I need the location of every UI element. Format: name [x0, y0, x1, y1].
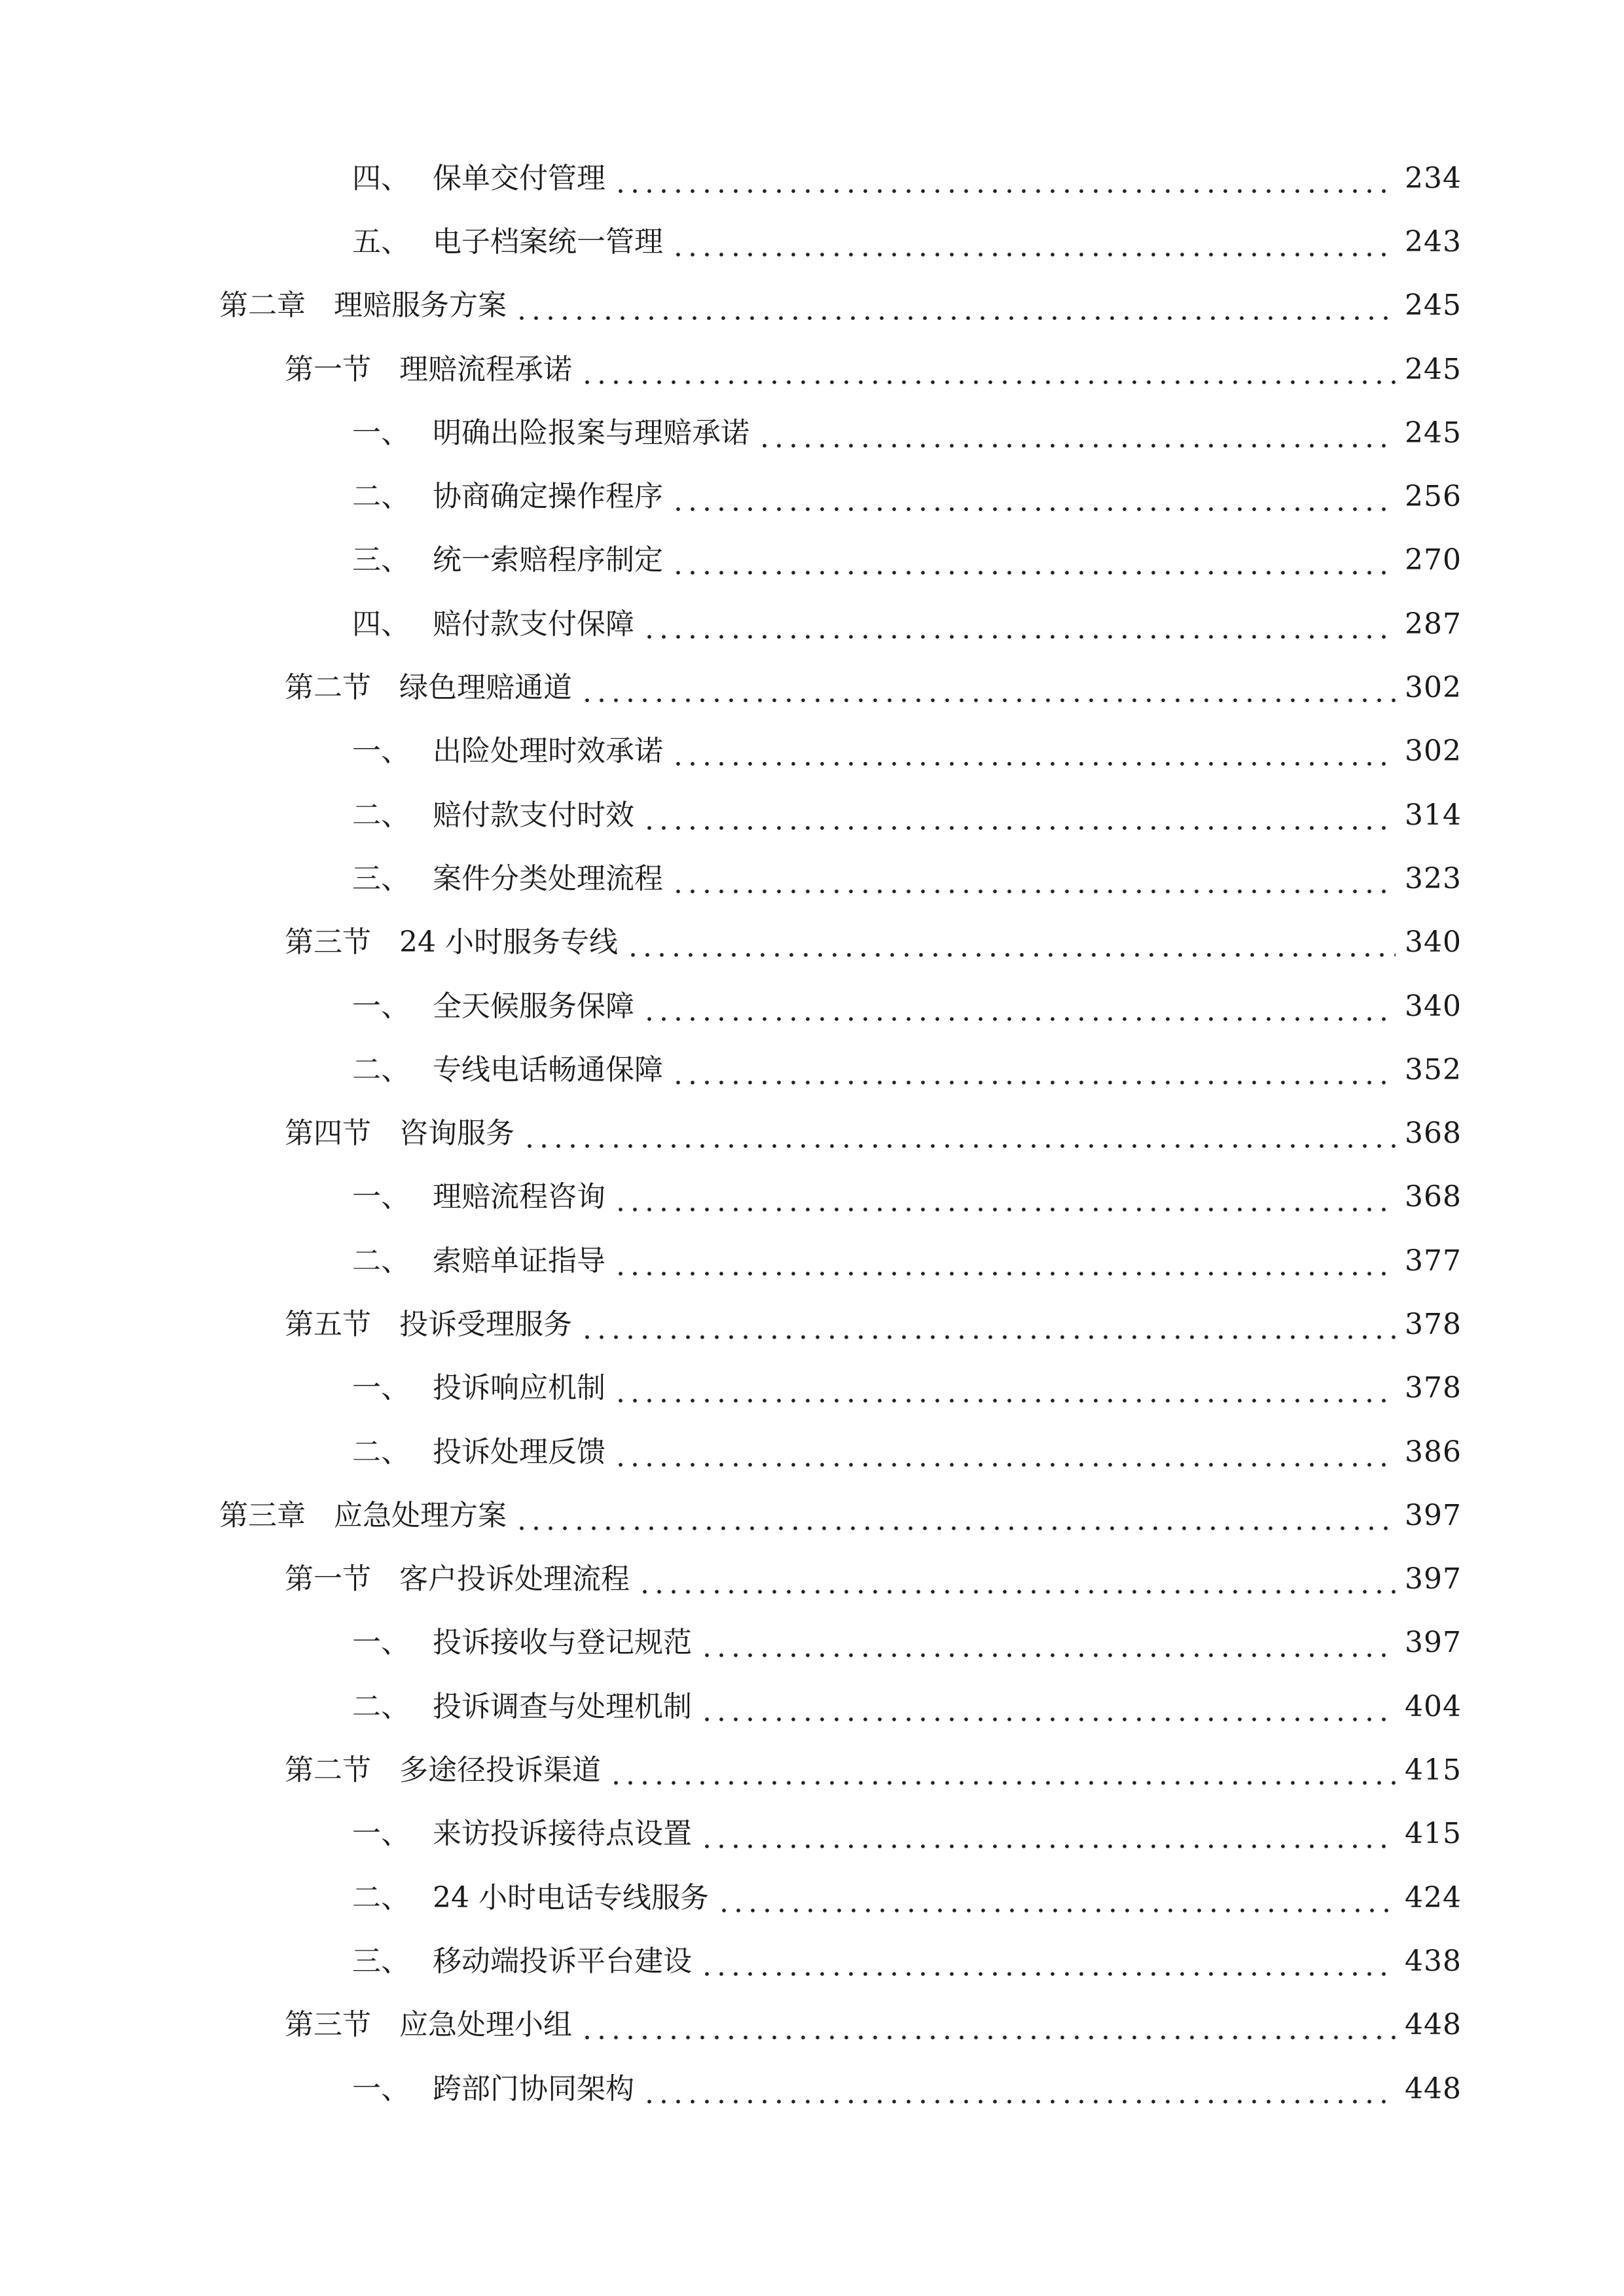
- entry-title: 案件分类处理流程: [433, 861, 663, 895]
- page-number: 378: [1405, 1307, 1462, 1341]
- entry-number: 五、: [352, 224, 410, 259]
- page-number: 368: [1405, 1180, 1462, 1214]
- toc-subsection-entry[interactable]: [0, 1929, 1624, 1993]
- page-number: 377: [1405, 1244, 1462, 1278]
- entry-title: 24 小时电话专线服务: [433, 1880, 709, 1914]
- page-number: 243: [1405, 224, 1462, 259]
- entry-number: 一、: [352, 1626, 410, 1660]
- entry-title: 移动端投诉平台建设: [433, 1944, 692, 1978]
- leader-dots: [700, 1820, 1396, 1848]
- leader-dots: [580, 2011, 1396, 2039]
- toc-subsection-entry[interactable]: [0, 1229, 1624, 1293]
- toc-subsection-entry[interactable]: [0, 1803, 1624, 1866]
- toc-chapter-entry[interactable]: [0, 274, 1624, 338]
- entry-number: 第四节: [285, 1117, 371, 1151]
- page-number: 415: [1405, 1817, 1462, 1851]
- entry-number: 第二章: [219, 289, 306, 323]
- leader-dots: [613, 1374, 1396, 1403]
- entry-number: 三、: [352, 1944, 410, 1978]
- entry-number: 一、: [352, 734, 410, 768]
- leader-dots: [757, 419, 1396, 448]
- entry-title: 多途径投诉渠道: [399, 1753, 601, 1787]
- entry-title: 绿色理赔通道: [399, 671, 572, 705]
- entry-number: 第一节: [285, 1562, 371, 1596]
- page-number: 397: [1405, 1498, 1462, 1532]
- leader-dots: [514, 291, 1396, 320]
- toc-subsection-entry[interactable]: [0, 1420, 1624, 1484]
- entry-title: 应急处理方案: [334, 1498, 507, 1532]
- page-number: 448: [1405, 2072, 1462, 2106]
- page-number: 245: [1405, 352, 1462, 386]
- entry-title: 投诉调查与处理机制: [433, 1689, 692, 1723]
- toc-subsection-entry[interactable]: [0, 1675, 1624, 1738]
- entry-title: 保单交付管理: [433, 161, 605, 195]
- leader-dots: [642, 610, 1396, 639]
- entry-title: 24 小时服务专线: [399, 925, 618, 960]
- page-number: 448: [1405, 2008, 1462, 2042]
- page-number: 323: [1405, 861, 1462, 895]
- page-number: 415: [1405, 1753, 1462, 1787]
- page-number: 302: [1405, 734, 1462, 768]
- page-number: 404: [1405, 1689, 1462, 1723]
- entry-title: 赔付款支付时效: [433, 798, 634, 832]
- entry-title: 理赔流程咨询: [433, 1180, 605, 1214]
- leader-dots: [613, 1438, 1396, 1467]
- entry-title: 全天候服务保障: [433, 989, 634, 1023]
- toc-section-entry[interactable]: [0, 338, 1624, 401]
- toc-subsection-entry[interactable]: [0, 720, 1624, 783]
- page-number: 386: [1405, 1435, 1462, 1469]
- entry-title: 统一索赔程序制定: [433, 543, 663, 577]
- page-number: 368: [1405, 1117, 1462, 1151]
- page-number: 397: [1405, 1626, 1462, 1660]
- entry-title: 客户投诉处理流程: [399, 1562, 630, 1596]
- entry-title: 投诉接收与登记规范: [433, 1626, 692, 1660]
- toc-subsection-entry[interactable]: [0, 147, 1624, 210]
- leader-dots: [613, 1247, 1396, 1276]
- toc-subsection-entry[interactable]: [0, 401, 1624, 465]
- entry-number: 第二节: [285, 1753, 371, 1787]
- leader-dots: [638, 1565, 1396, 1594]
- toc-subsection-entry[interactable]: [0, 210, 1624, 274]
- entry-number: 一、: [352, 989, 410, 1023]
- page-number: 270: [1405, 543, 1462, 577]
- leader-dots: [642, 2075, 1396, 2104]
- entry-number: 第五节: [285, 1307, 371, 1341]
- leader-dots: [671, 228, 1396, 257]
- entry-title: 跨部门协同架构: [433, 2072, 634, 2106]
- entry-title: 应急处理小组: [399, 2008, 572, 2042]
- toc-subsection-entry[interactable]: [0, 783, 1624, 847]
- leader-dots: [580, 1310, 1396, 1339]
- entry-title: 理赔流程承诺: [399, 352, 572, 386]
- entry-number: 二、: [352, 1689, 410, 1723]
- leader-dots: [613, 1183, 1396, 1211]
- page-number: 256: [1405, 480, 1462, 514]
- leader-dots: [700, 1693, 1396, 1721]
- toc-section-entry[interactable]: [0, 656, 1624, 719]
- toc-subsection-entry[interactable]: [0, 529, 1624, 592]
- entry-title: 明确出险报案与理赔承诺: [433, 416, 749, 450]
- entry-number: 第三章: [219, 1498, 306, 1532]
- entry-number: 二、: [352, 1244, 410, 1278]
- leader-dots: [671, 737, 1396, 766]
- entry-title: 理赔服务方案: [334, 289, 507, 323]
- leader-dots: [717, 1884, 1396, 1912]
- leader-dots: [671, 1056, 1396, 1085]
- leader-dots: [626, 928, 1396, 957]
- page-number: 287: [1405, 607, 1462, 641]
- entry-title: 电子档案统一管理: [433, 224, 663, 259]
- toc-section-entry[interactable]: [0, 911, 1624, 975]
- page-number: 352: [1405, 1052, 1462, 1086]
- toc-subsection-entry[interactable]: [0, 1166, 1624, 1229]
- leader-dots: [580, 355, 1396, 384]
- leader-dots: [609, 1756, 1396, 1785]
- entry-number: 二、: [352, 1435, 410, 1469]
- page-number: 234: [1405, 161, 1462, 195]
- entry-title: 专线电话畅通保障: [433, 1052, 663, 1086]
- entry-title: 赔付款支付保障: [433, 607, 634, 641]
- leader-dots: [522, 1119, 1396, 1148]
- entry-number: 第三节: [285, 925, 371, 960]
- toc-subsection-entry[interactable]: [0, 1611, 1624, 1675]
- table-of-contents: [0, 147, 1624, 2121]
- leader-dots: [671, 865, 1396, 893]
- entry-number: 二、: [352, 798, 410, 832]
- toc-section-entry[interactable]: [0, 1738, 1624, 1802]
- page-number: 245: [1405, 289, 1462, 323]
- entry-number: 四、: [352, 607, 410, 641]
- entry-number: 一、: [352, 1371, 410, 1405]
- page-number: 302: [1405, 671, 1462, 705]
- toc-subsection-entry[interactable]: [0, 1866, 1624, 1929]
- entry-number: 一、: [352, 2072, 410, 2106]
- entry-title: 来访投诉接待点设置: [433, 1817, 692, 1851]
- entry-number: 第三节: [285, 2008, 371, 2042]
- toc-section-entry[interactable]: [0, 1548, 1624, 1611]
- entry-number: 四、: [352, 161, 410, 195]
- leader-dots: [514, 1501, 1396, 1530]
- leader-dots: [580, 673, 1396, 702]
- toc-subsection-entry[interactable]: [0, 975, 1624, 1038]
- toc-chapter-entry[interactable]: [0, 1484, 1624, 1547]
- entry-title: 出险处理时效承诺: [433, 734, 663, 768]
- toc-subsection-entry[interactable]: [0, 2057, 1624, 2121]
- page-number: 378: [1405, 1371, 1462, 1405]
- page-number: 245: [1405, 416, 1462, 450]
- entry-number: 一、: [352, 416, 410, 450]
- page-number: 340: [1405, 925, 1462, 960]
- page-number: 424: [1405, 1880, 1462, 1914]
- toc-subsection-entry[interactable]: [0, 1357, 1624, 1420]
- entry-number: 第二节: [285, 671, 371, 705]
- entry-title: 投诉处理反馈: [433, 1435, 605, 1469]
- leader-dots: [642, 801, 1396, 830]
- page-number: 340: [1405, 989, 1462, 1023]
- toc-subsection-entry[interactable]: [0, 592, 1624, 656]
- entry-number: 三、: [352, 543, 410, 577]
- toc-subsection-entry[interactable]: [0, 465, 1624, 528]
- toc-subsection-entry[interactable]: [0, 847, 1624, 910]
- leader-dots: [671, 546, 1396, 575]
- entry-number: 二、: [352, 480, 410, 514]
- toc-section-entry[interactable]: [0, 1102, 1624, 1165]
- entry-number: 三、: [352, 861, 410, 895]
- toc-subsection-entry[interactable]: [0, 1038, 1624, 1102]
- entry-number: 二、: [352, 1880, 410, 1914]
- leader-dots: [671, 482, 1396, 511]
- entry-number: 第一节: [285, 352, 371, 386]
- leader-dots: [700, 1947, 1396, 1976]
- entry-number: 二、: [352, 1052, 410, 1086]
- page-number: 438: [1405, 1944, 1462, 1978]
- page-number: 314: [1405, 798, 1462, 832]
- entry-title: 投诉响应机制: [433, 1371, 605, 1405]
- toc-section-entry[interactable]: [0, 1293, 1624, 1356]
- leader-dots: [613, 164, 1396, 193]
- entry-title: 咨询服务: [399, 1117, 514, 1151]
- entry-title: 投诉受理服务: [399, 1307, 572, 1341]
- entry-title: 索赔单证指导: [433, 1244, 605, 1278]
- leader-dots: [700, 1628, 1396, 1657]
- entry-number: 一、: [352, 1180, 410, 1214]
- leader-dots: [642, 992, 1396, 1021]
- page-number: 397: [1405, 1562, 1462, 1596]
- entry-number: 一、: [352, 1817, 410, 1851]
- entry-title: 协商确定操作程序: [433, 480, 663, 514]
- toc-section-entry[interactable]: [0, 1994, 1624, 2057]
